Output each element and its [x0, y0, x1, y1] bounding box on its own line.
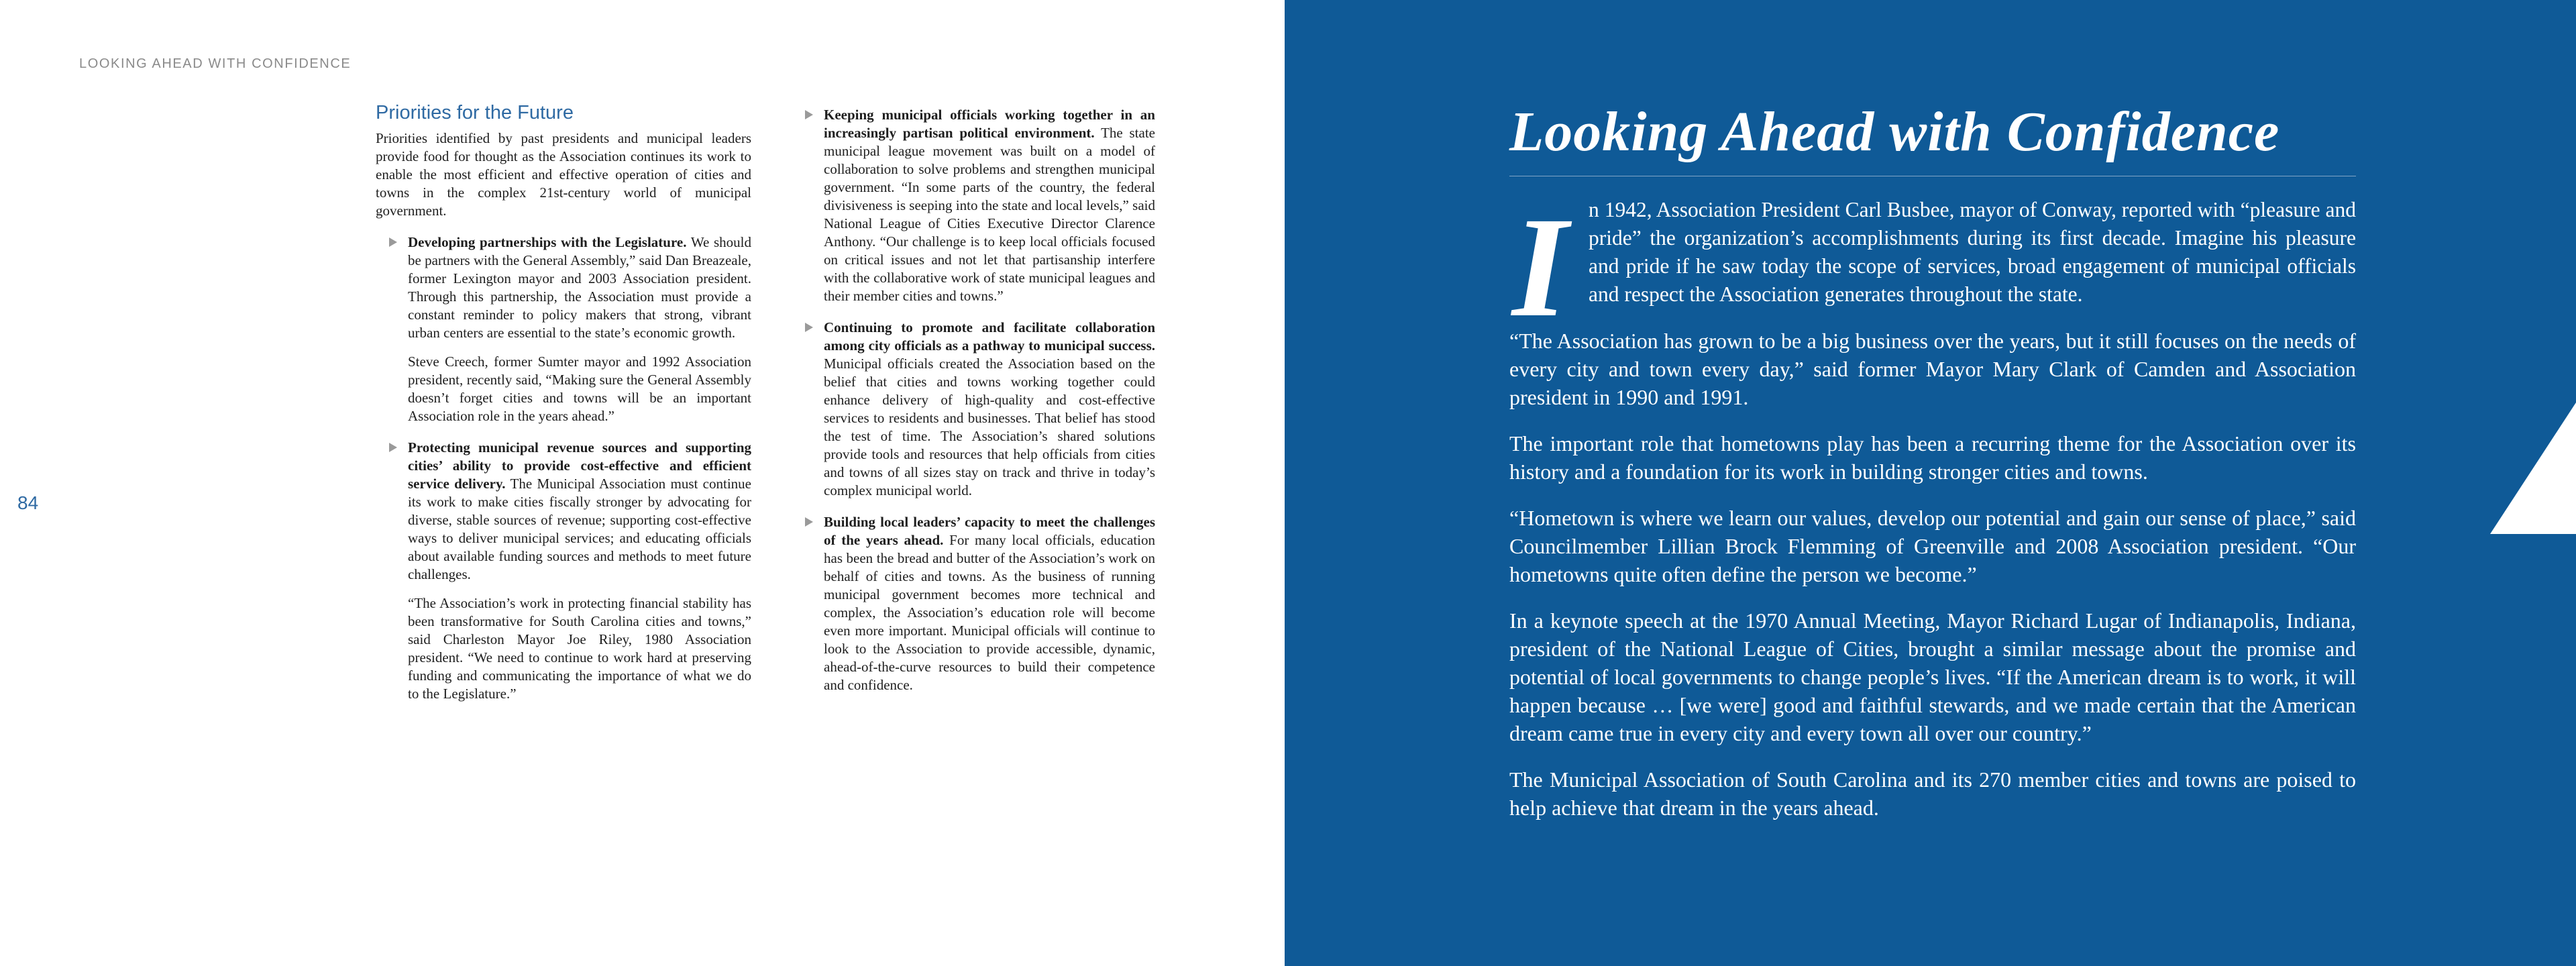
intro-paragraph: Priorities identified by past presidents and municipal leaders provide food for thought as the Association continues its work to enable the most efficient and effective operation of cities and towns in the complex 21st-century world of municipal government.	[376, 130, 751, 219]
bullet-arrow-icon	[389, 443, 397, 452]
body-paragraph: In a keynote speech at the 1970 Annual Meeting, Mayor Richard Lugar of Indianapolis, Indiana, president of the National League of Cities, brought a similar message about the promise and potential of local governments to change people’s lives. “If the American dream is to work, it will happen because … [we were] good and faithful stewards, and we made certain that the American dream came true in every city and every town all over our country.”	[1509, 608, 2356, 745]
bullet-lead: Building local leaders’ capacity to meet the challenges of the years ahead.	[824, 514, 1155, 548]
bullet-item	[376, 439, 751, 584]
left-column-1	[376, 102, 751, 703]
bullet-text	[408, 233, 751, 342]
running-head: LOOKING AHEAD WITH CONFIDENCE	[79, 56, 352, 71]
bullet-text	[824, 319, 1155, 500]
right-page	[1285, 0, 2576, 966]
opening-text: n 1942, Association President Carl Busbee, mayor of Conway, reported with “pleasure and pride” the organization’s accomplishments during its first decade. Imagine his pleasure and pride if he saw today the scope of services, broad engagement of municipal officials and respect the Association generates throughout the state.	[1589, 198, 2356, 306]
body-paragraph: The Municipal Association of South Carolina and its 270 member cities and towns are poised to help achieve that dream in the years ahead.	[1509, 767, 2356, 820]
bullet-lead: Keeping municipal officials working together in an increasingly partisan political environment.	[824, 107, 1155, 141]
body-paragraph: “Hometown is where we learn our values, develop our potential and gain our sense of place,” said Councilmember Lillian Brock Flemming of Greenville and 2008 Association president. “Our hometowns quite often define the person we become.”	[1509, 506, 2356, 586]
bullet-body: For many local officials, education has been the bread and butter of the Association’s work on behalf of cities and towns. As the business of running municipal government becomes more technical and complex, the Association’s education role will become even more important. Municipal officials will continue to look to the Association to provide accessible, dynamic, ahead-of-the-curve resources to build their competence and confidence.	[824, 532, 1155, 693]
bullet-body: Municipal officials created the Association based on the belief that cities and towns working together could enhance delivery of high-quality and cost-effective services to residents and businesses. That belief has stood the test of time. The Association’s shared solutions provide tools and resources that help officials from cities and towns of all sizes stay on track and thrive in today’s complex municipal world.	[824, 356, 1155, 498]
bullet-body: The state municipal league movement was built on a model of collaboration to solve problems and strengthen municipal government. “In some parts of the country, the federal divisiveness is seeping into the state and local levels,” said National League of Cities Executive Director Clarence Anthony. “Our challenge is to keep local officials focused on critical issues and not let that partisanship interfere with the collaborative work of state municipal leagues and their member cities and towns.”	[824, 125, 1155, 304]
bullet-item	[376, 233, 751, 342]
bullet-sub-text: Steve Creech, former Sumter mayor and 1992 Association president, recently said, “Making sure the General Assembly doesn’t forget cities and towns will be an important Association role in the years ahead.”	[408, 354, 751, 424]
body-paragraph: The important role that hometowns play has been a recurring theme for the Association over its history and a foundation for its work in building stronger cities and towns.	[1509, 431, 2356, 484]
bullet-arrow-icon	[389, 237, 397, 247]
bullet-item	[792, 106, 1155, 305]
bullet-lead: Continuing to promote and facilitate collaboration among city officials as a pathway to municipal success.	[824, 319, 1155, 354]
bullet-arrow-icon	[805, 110, 813, 119]
right-page-body	[1509, 188, 2356, 840]
bullet-item	[792, 319, 1155, 500]
left-page	[0, 0, 1285, 966]
decorative-triangle	[2490, 402, 2576, 534]
bullet-body: The Municipal Association must continue its work to make cities fiscally stronger by advocating for diverse, stable sources of revenue; supporting cost-effective ways to deliver municipal services; and educating officials about available funding sources and methods to meet future challenges.	[408, 476, 751, 582]
bullet-sub-paragraph	[376, 594, 751, 703]
bullet-item	[792, 513, 1155, 694]
bullet-arrow-icon	[805, 323, 813, 332]
bullet-lead: Developing partnerships with the Legislature.	[408, 234, 687, 250]
bullet-text	[824, 513, 1155, 694]
bullet-sub-paragraph	[376, 353, 751, 425]
bullet-sub-text: “The Association’s work in protecting financial stability has been transformative for South Carolina cities and towns,” said Charleston Mayor Joe Riley, 1980 Association president. “We need to continue to work hard at preserving funding and communicating the importance of what we do to the Legislature.”	[408, 595, 751, 702]
bullet-text	[824, 106, 1155, 305]
bullet-text	[408, 439, 751, 584]
section-title: Priorities for the Future	[376, 102, 574, 123]
bullet-arrow-icon	[805, 517, 813, 527]
bullet-body: We should be partners with the General Assembly,” said Dan Breazeale, former Lexington mayor and 2003 Association president. Through this partnership, the Association must provide a constant reminder to policy makers that strong, vibrant urban centers are essential to the state’s economic growth.	[408, 234, 751, 341]
drop-cap: I	[1512, 188, 1568, 347]
page-number: 84	[17, 492, 39, 513]
page-title: Looking Ahead with Confidence	[1509, 101, 2280, 163]
opening-paragraph	[1509, 188, 2356, 347]
left-column-2	[792, 106, 1155, 694]
bullet-lead: Protecting municipal revenue sources and supporting cities’ ability to provide cost-effective and efficient service delivery.	[408, 439, 751, 492]
body-paragraph: “The Association has grown to be a big business over the years, but it still focuses on the needs of every city and town every day,” said former Mayor Mary Clark of Camden and Association president in 1990 and 1991.	[1509, 329, 2356, 409]
